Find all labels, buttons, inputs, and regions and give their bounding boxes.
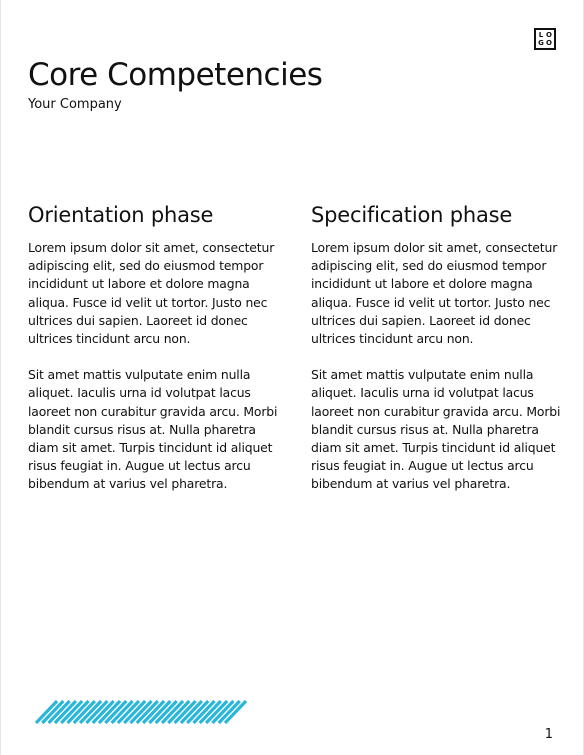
column-heading: Specification phase bbox=[311, 203, 513, 227]
body-paragraph: Sit amet mattis vulputate enim nulla aliquet. Iaculis urna id volutpat lacus laoreet non curabitur gravida arcu. Morbi blandit cursus risus at. Nulla pharetra diam sit amet. Turpis tincidunt id aliquet risus feugiat in. Augue ut lectus arcu bibendum at varius vel pharetra. bbox=[311, 367, 561, 492]
body-paragraph: Sit amet mattis vulputate enim nulla aliquet. Iaculis urna id volutpat lacus laoreet non curabitur gravida arcu. Morbi blandit cursus risus at. Nulla pharetra diam sit amet. Turpis tincidunt id aliquet risus feugiat in. Augue ut lectus arcu bibendum at varius vel pharetra. bbox=[28, 367, 278, 492]
logo-placeholder bbox=[534, 28, 556, 50]
decorative-stripes bbox=[34, 700, 258, 724]
body-paragraph: Lorem ipsum dolor sit amet, consectetur adipiscing elit, sed do eiusmod tempor incididunt ut labore et dolore magna aliqua. Fusce id velit ut tortor. Justo nec ultrices dui sapien. Laoreet id donec ultrices tincidunt arcu non. bbox=[311, 240, 558, 347]
page-title: Core Competencies bbox=[28, 57, 323, 93]
logo-letter: O bbox=[546, 30, 552, 39]
logo-letter: O bbox=[546, 38, 552, 47]
orientation-phase-column bbox=[28, 201, 286, 512]
logo-letter: L bbox=[538, 30, 544, 39]
specification-phase-column bbox=[311, 201, 569, 512]
body-paragraph: Lorem ipsum dolor sit amet, consectetur adipiscing elit, sed do eiusmod tempor incididunt ut labore et dolore magna aliqua. Fusce id velit ut tortor. Justo nec ultrices dui sapien. Laoreet id donec ultrices tincidunt arcu non. bbox=[28, 240, 275, 347]
company-name: Your Company bbox=[28, 97, 122, 112]
logo-letter: G bbox=[538, 38, 544, 47]
column-heading: Orientation phase bbox=[28, 203, 214, 227]
page-number: 1 bbox=[544, 727, 553, 742]
